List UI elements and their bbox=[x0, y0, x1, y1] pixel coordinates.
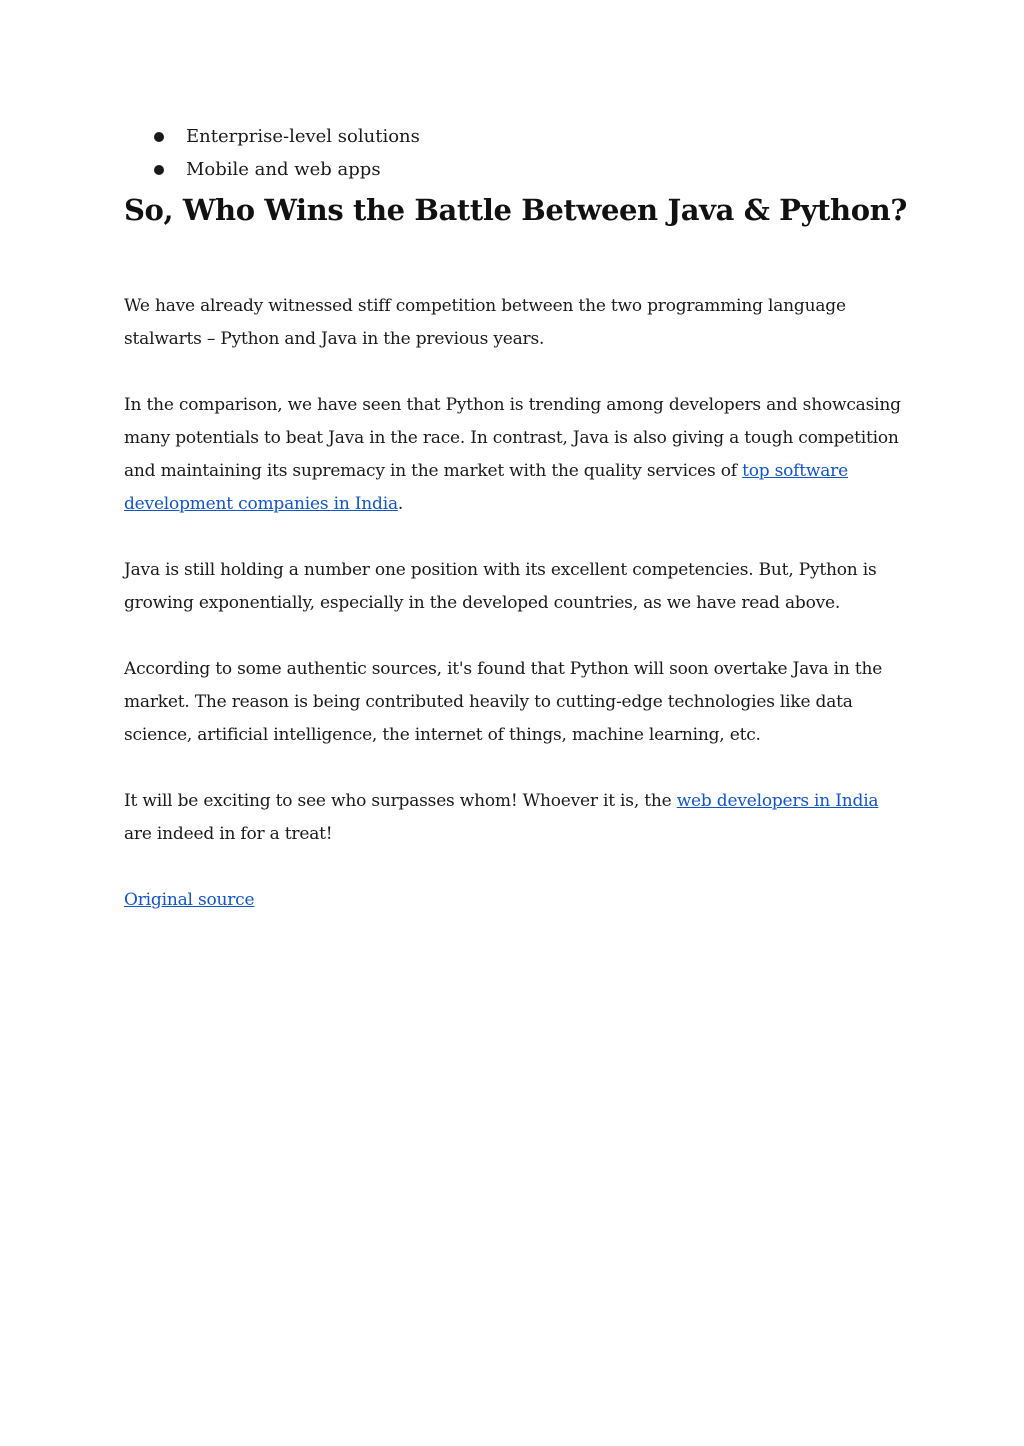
web-developers-link[interactable]: web developers in India bbox=[676, 791, 879, 811]
bullet-icon bbox=[154, 165, 164, 175]
list-item-text: Enterprise-level solutions bbox=[186, 126, 420, 147]
list-item-text: Mobile and web apps bbox=[186, 159, 381, 180]
paragraph-2-text: In the comparison, we have seen that Python is trending among developers and showcasing many potentials to beat Java in the race. In contrast, Java is also giving a tough competition and maintaining its supremacy in the market with the quality services of bbox=[124, 395, 901, 481]
section-heading: So, Who Wins the Battle Between Java & Python? bbox=[124, 193, 907, 227]
paragraph-1: We have already witnessed stiff competition between the two programming language stalwarts – Python and Java in the previous years. bbox=[124, 296, 846, 349]
document-page bbox=[124, 120, 907, 917]
paragraph-5-end: are indeed in for a treat! bbox=[124, 824, 333, 844]
list-item bbox=[124, 120, 904, 153]
top-software-companies-link[interactable]: top software development companies in India bbox=[124, 461, 848, 514]
bullet-list bbox=[124, 120, 904, 186]
paragraph-5 bbox=[124, 785, 904, 851]
paragraph-5-text: It will be exciting to see who surpasses whom! Whoever it is, the bbox=[124, 791, 677, 811]
paragraph-3: Java is still holding a number one position with its excellent competencies. But, Python is growing exponentially, especially in the developed countries, as we have read above. bbox=[124, 560, 877, 613]
source-paragraph bbox=[124, 884, 904, 917]
paragraph-2-end: . bbox=[397, 494, 404, 514]
paragraph-2 bbox=[124, 389, 904, 521]
paragraph-4: According to some authentic sources, it's found that Python will soon overtake Java in the market. The reason is being contributed heavily to cutting-edge technologies like data science, artificial intelligence, the internet of things, machine learning, etc. bbox=[124, 659, 883, 745]
original-source-link[interactable]: Original source bbox=[124, 890, 255, 910]
bullet-icon bbox=[154, 132, 164, 142]
list-item bbox=[124, 153, 904, 186]
